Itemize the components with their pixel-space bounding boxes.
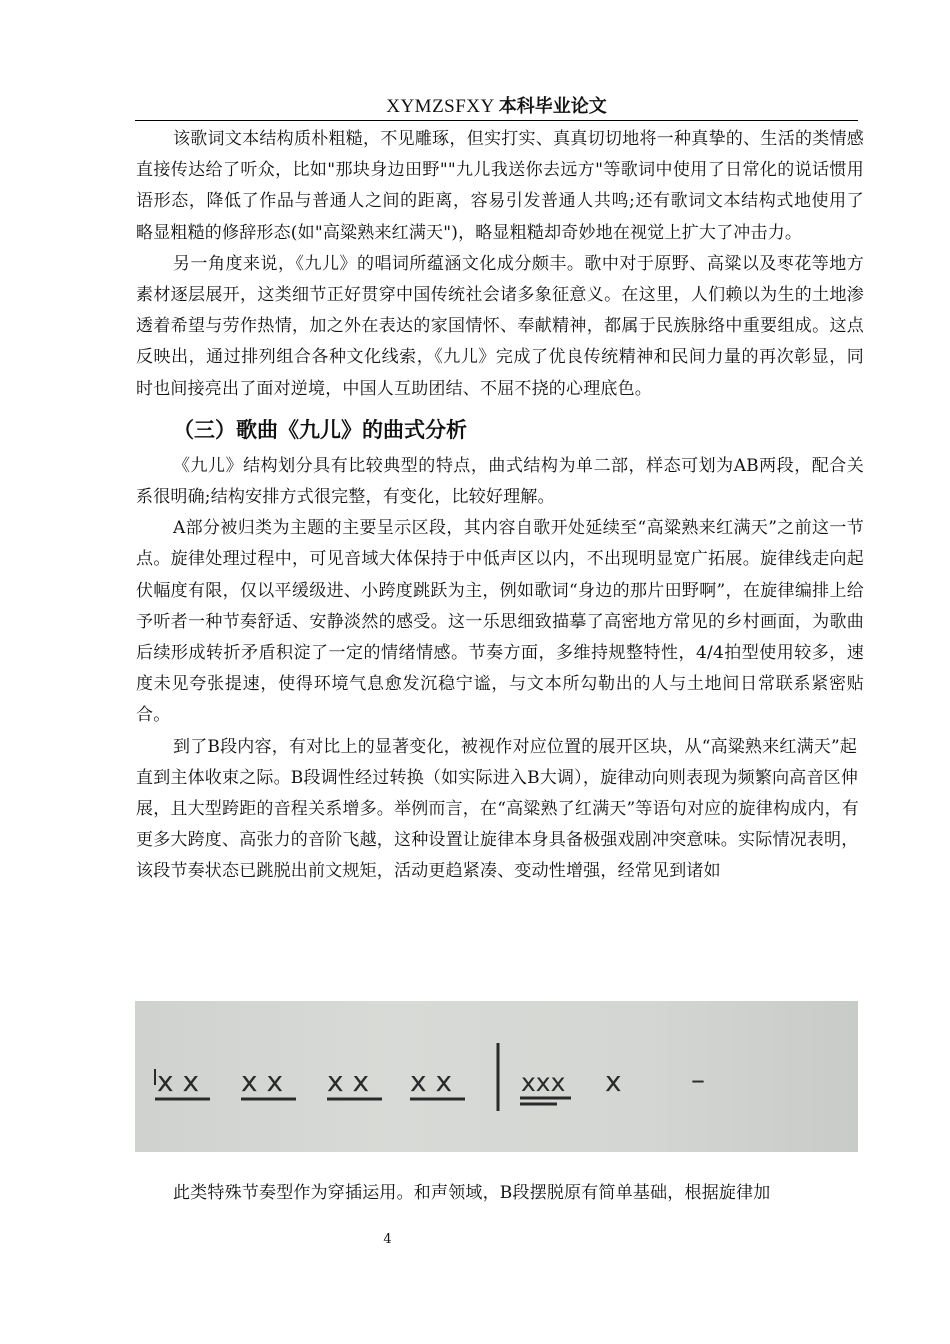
paragraph-lyrics-structure: 该歌词文本结构质朴粗糙，不见雕琢，但实打实、真真切切地将一种真挚的、生活的类情感直接传达给了听众，比如"那块身边田野""九儿我送你去远方"等歌词中使用了日常化的说话惯用语形态，降低了作品与普通人之间的距离，容易引发普通人共鸣;还有歌词文本结构式地使用了略显粗糙的修辞形态(如"高粱熟来红满天")，略显粗糙却奇妙地在视觉上扩大了冲击力。	[136, 129, 864, 243]
page-number: 4	[383, 1232, 392, 1247]
paragraph-form-overview: 《九儿》结构划分具有比较典型的特点，曲式结构为单二部，样态可划为AB两段，配合关系很明确;结构安排方式很完整，有变化，比较好理解。	[136, 455, 864, 508]
body-text-after-figure	[136, 1178, 864, 1209]
paragraph-section-b: 到了B段内容，有对比上的显著变化，被视作对应位置的展开区块，从“高粱熟来红满天”起直到主体收束之际。B段调性经过转换（如实际进入B大调），旋律动向则表现为频繁向高音区伸展，且大型跨距的音程关系增多。举例而言，在“高粱熟了红满天”等语句对应的旋律构成内，有更多大跨度、高张力的音阶飞越，这种设置让旋律本身具备极强戏剧冲突意味。实际情况表明，该段节奏状态已跳脱出前文规矩，活动更趋紧凑、变动性增强，经常见到诸如	[136, 736, 859, 882]
rhythm-notation-figure	[135, 1001, 858, 1152]
rhythm-group-3: x x	[327, 1065, 370, 1098]
rhythm-notation-svg	[135, 1001, 858, 1152]
rhythm-dash: –	[691, 1063, 705, 1096]
page-header	[135, 94, 858, 121]
header-title-cn: 本科毕业论文	[498, 96, 607, 117]
paragraph-cultural-content: 另一角度来说，《九儿》的唱词所蕴涵文化成分颇丰。歌中对于原野、高粱以及枣花等地方素材逐层展开，这类细节正好贯穿中国传统社会诸多象征意义。在这里，人们赖以为生的土地渗透着希望与劳作热情，加之外在表达的家国情怀、奉献精神，都属于民族脉络中重要组成。这点反映出，通过排列组合各种文化线索，《九儿》完成了优良传统精神和民间力量的再次彰显，同时也间接亮出了面对逆境，中国人互助团结、不屈不挠的心理底色。	[136, 253, 864, 399]
rhythm-single-note: x	[605, 1065, 622, 1098]
paragraph-after-figure: 此类特殊节奏型作为穿插运用。和声领域，B段摆脱原有简单基础，根据旋律加	[173, 1183, 771, 1203]
paragraph-section-a: A部分被归类为主题的主要呈示区段，其内容自歌开处延续至“高粱熟来红满天”之前这一节点。旋律处理过程中，可见音域大体保持于中低声区以内，不出现明显宽广拓展。旋律线走向起伏幅度有限，仅以平缓级进、小跨度跳跃为主，例如歌词“身边的那片田野啊”，在旋律编排上给予听者一种节奏舒适、安静淡然的感受。这一乐思细致描摹了高密地方常见的乡村画面，为歌曲后续形成转折矛盾积淀了一定的情绪情感。节奏方面，多维持规整特性，4/4拍型使用较多，速度未见夸张提速，使得环境气息愈发沉稳宁谧，与文本所勾勒出的人与土地间日常联系紧密贴合。	[136, 518, 864, 726]
header-title-en: XYMZSFXY	[386, 96, 495, 117]
rhythm-group-2: x x	[241, 1065, 284, 1098]
section-heading: （三）歌曲《九儿》的曲式分析	[173, 417, 467, 442]
rhythm-group-4: x x	[410, 1065, 453, 1098]
rhythm-triplet: xxx	[521, 1068, 566, 1097]
rhythm-group-1: x x	[157, 1065, 200, 1098]
body-text	[136, 124, 864, 888]
